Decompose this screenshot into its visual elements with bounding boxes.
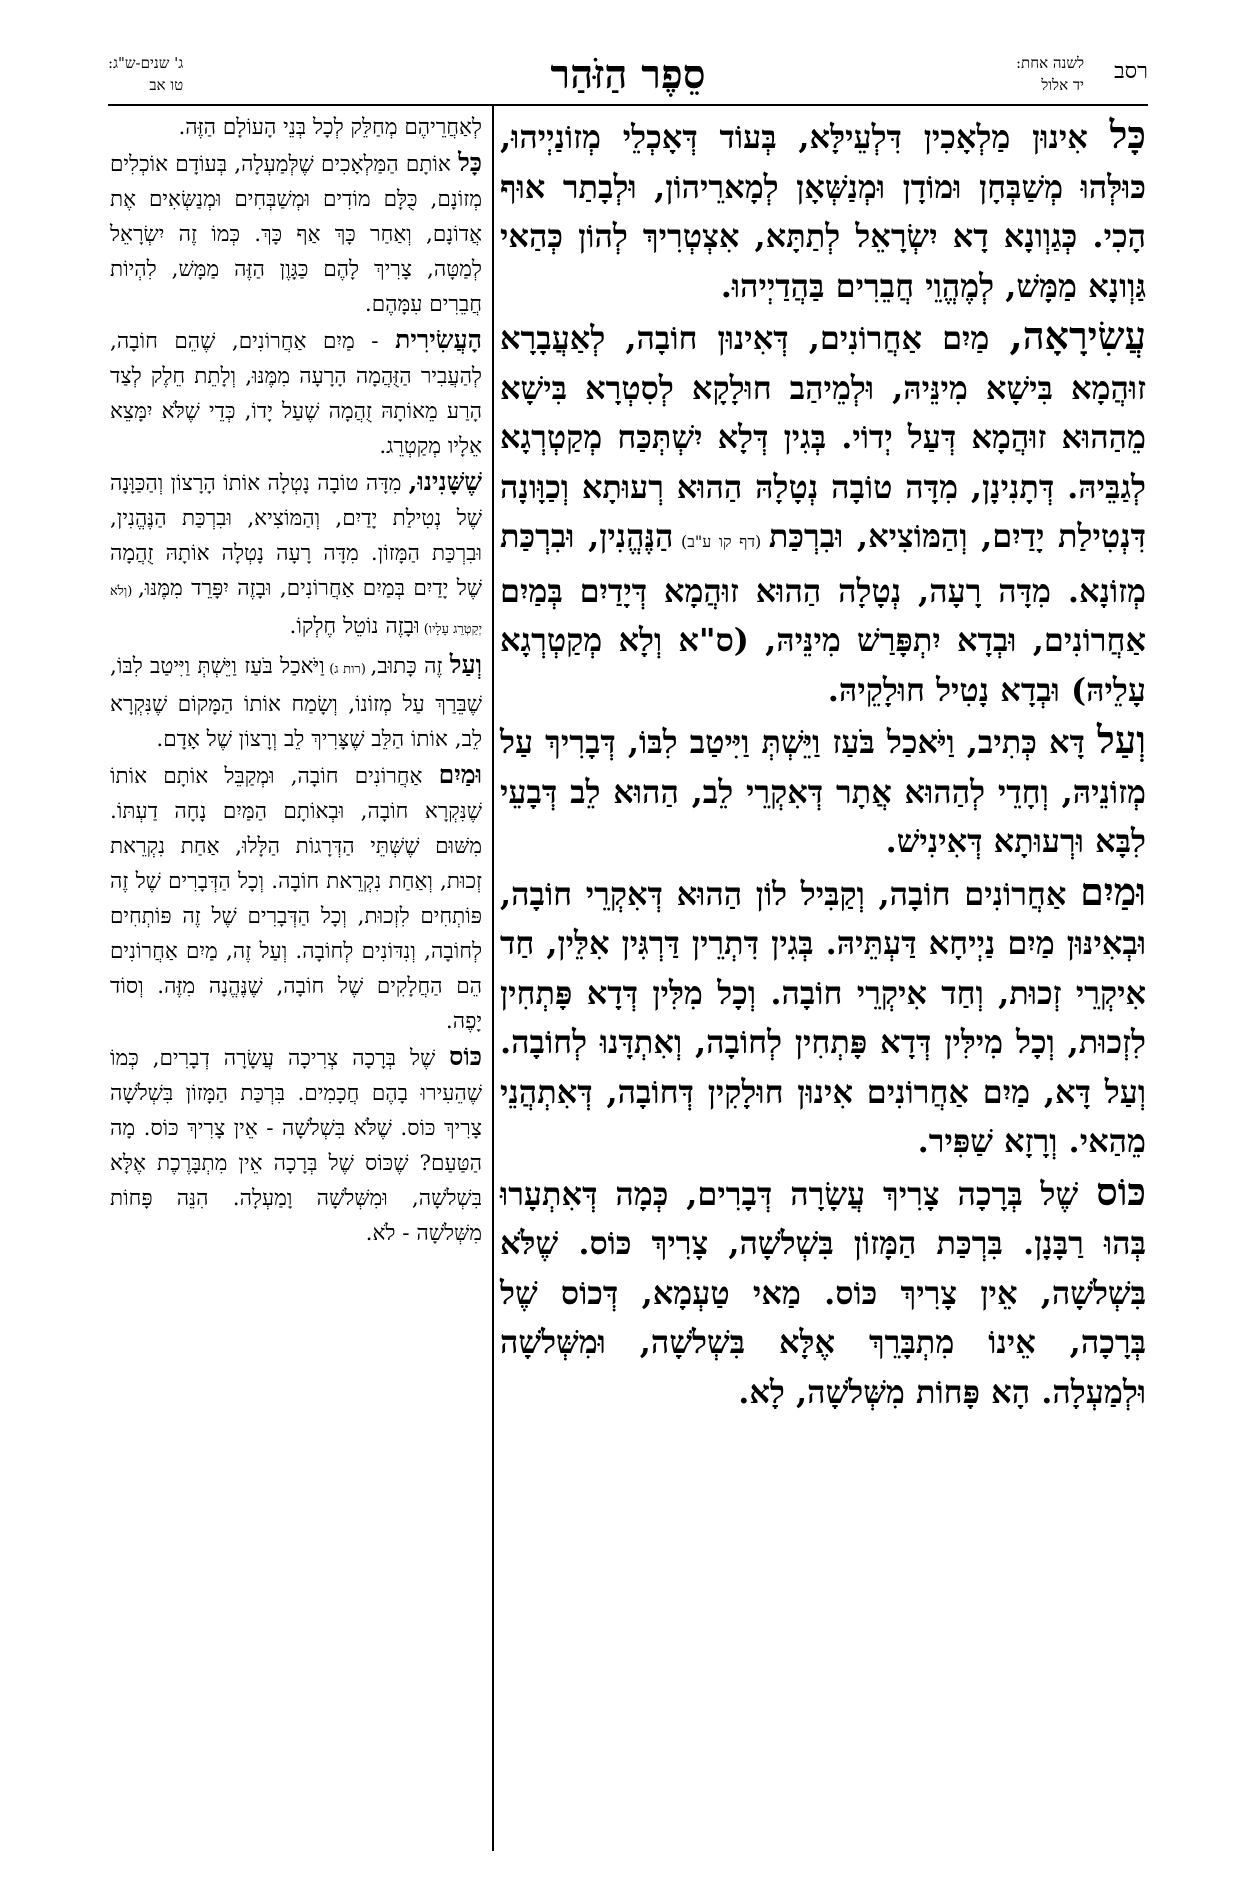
page-reference: (דף קו ע"ב) [673,532,769,551]
paragraph-text: וּבָזֶה נוֹטֵל חֶלְקוֹ. [289,614,420,639]
opening-word: וּמַיִם [438,760,482,789]
schedule-date: טו אב [149,76,184,94]
opening-word: כּוֹס [1096,1168,1146,1214]
opening-word: וּמַיִם [1080,868,1146,914]
paragraph [500,867,1146,1167]
paragraph-text: מַיִם אַחֲרוֹנִים, דְּאִינוּן חוֹבָה, לְאַעֲבָרָא זוּהֲמָא בִּישָׁא מִינֵּיהּ, וּלְמֵיהַב חוּלָקָא לְסִטְרָא בִּישָׁא מֵהַהוּא זוּהֲמָא דְּעַל יְדוֹי. בְּגִין דְּלָא יִשְׁתְּכַּח מְקַטְרְגָא לְגַבֵּיהּ. דְּתָנִינָן, מִדָּה טוֹבָה נְטָלָהּ הַהוּא רְעוּתָא וְכַוָּונָה דִּנְטִילַת יָדַיִם, וְהַמּוֹצִיא, וּבִרְכַּת [500,319,1147,555]
paragraph [110,647,482,757]
paragraph-text: אִינוּן מַלְאָכִין דִּלְעֵילָּא, בְּעוֹד דְּאָכְלֵי מְזוֹנַיְיהוּ, כּוּלְּהוּ מְשַׁבְּחָן וּמוֹדָן וּמְנַשְּׁאָן לְמָארֵיהוֹן, וּלְבָתַר אוּף הָכִי. כְּגַוְונָא דָא יִשְׂרָאֵל לְתַתָּא, אִצְטְרִיךְ לְהוֹן כְּהַאי גַּוְונָא מַמָּשׁ, לְמֶהֱוֵי חֲבֵרִים בַּהֲדַיְיהוּ. [500,118,1146,305]
opening-word: וְעַל [449,650,482,679]
aramaic-column [500,110,1146,1850]
hebrew-translation-column [110,110,482,1850]
opening-word: כּוֹס [449,1042,482,1071]
paragraph [110,110,482,145]
paragraph [500,1167,1146,1418]
paragraph-text: דָּא כְּתִיב, וַיֹּאכַל בֹּעַז וַיֵּשְׁתְּ וַיִּיטַב לִבּוֹ, דְּבָרִיךְ עַל מְזוֹנֵיהּ, וְחָדֵי לְהַהוּא אֲתָר דְּאִקְרֵי לֵב, הַהוּא לֵב דְּבָעֵי לִבָּא וּרְעוּתָא דְּאִינִישׁ. [500,723,1146,860]
schedule-label: לשנה אחת: [1016,54,1084,72]
opening-word: עֲשִׂירָאָה, [1009,313,1146,358]
page-header [108,52,1148,102]
schedule-date: יד אלול [1041,76,1084,94]
paragraph-text: זֶה כָּתוּב, [370,654,450,679]
header-divider [108,104,1148,106]
paragraph [110,757,482,1039]
paragraph-text: - מַיִם אַחֲרוֹנִים, שֶׁהֵם חוֹבָה, לְהַעֲבִיר הַזֻּהֲמָה הָרָעָה מִמֶּנּוּ, וְלָתֵת חֵלֶק לְצַד הָרַע מֵאוֹתָהּ זֻהֲמָה שֶׁעַל יָדוֹ, כְּדֵי שֶׁלֹּא יִמָּצֵא אֵלָיו מְקַטְרֵג. [110,329,482,459]
book-title: סֵפֶר הַזֹּהַר [550,51,706,98]
verse-reference: (רות ג) [324,662,371,677]
paragraph-text: אַחֲרוֹנִים חוֹבָה, וְקַבִּיל לוֹן הַהוּא דְּאִקְרֵי חוֹבָה, וּבְאִינּוּן מַיִם נַיְיחָא דַּעְתֵּיהּ. בְּגִין דִּתְרֵין דַּרְגִּין אִלֵּין, חַד אִיקְרֵי זְכוּת, וְחַד אִיקְרֵי חוֹבָה. וְכָל מִלִּין דְּדָא פָּתְחִין לִזְכוּת, וְכָל מִילִּין דְּדָא פָּתְחִין לְחוֹבָה, וְאִתְדָּנוּ לְחוֹבָה. וְעַל דָּא, מַיִם אַחֲרוֹנִים אִינוּן חוּלָקִין דְּחוֹבָה, דְּאִתְהֲנֵי מֵהַאי. וְרָזָא שַׁפִּיר. [500,874,1146,1160]
opening-word: כָּל [1109,112,1146,157]
paragraph-text: שֶׁל בְּרָכָה צְרִיכָה עֲשָׂרָה דְבָרִים, כְּמוֹ שֶׁהֵעִירוּ בָהֶם חֲכָמִים. בִּרְכַּת הַמָּזוֹן בִּשְׁלֹשָׁה צָרִיךְ כּוֹס. שֶׁלֹּא בִּשְׁלֹשָׁה - אֵין צָרִיךְ כּוֹס. מָה הַטַּעַם? שֶׁכּוֹס שֶׁל בְּרָכָה אֵין מִתְבָּרֶכֶת אֶלָּא בִּשְׁלֹשָׁה, וּמִשְּׁלֹשָׁה וָמַעְלָה. הִנֵּה פָּחוֹת מִשְּׁלֹשָׁה - לֹא. [110,1046,482,1246]
paragraph-text: אוֹתָם הַמַּלְאָכִים שֶׁלְּמַעְלָה, בְּעוֹדָם אוֹכְלִים מְזוֹנָם, כֻּלָּם מוֹדִים וּמְשַׁבְּחִים וּמְנַשְּׂאִים אֶת אֲדוֹנָם, וְאַחַר כָּךְ אַף כָּךְ. כְּמוֹ זֶה יִשְׂרָאֵל לְמַטָּה, צָרִיךְ לָהֶם כַּגָּוֶן הַזֶּה מַמָּשׁ, לִהְיוֹת חֲבֵרִים עִמָּהֶם. [110,152,482,317]
variant-note: (וְלֹא יְקַטְרֵג עָלָיו) [110,584,482,637]
paragraph-text: שֶׁל בְּרָכָה צָרִיךְ עֲשָׂרָה דְּבָרִים, כְּמָה דְּאִתְעָרוּ בְּהוּ רַבָּנָן. בִּרְכַּת הַמָּזוֹן בִּשְׁלֹשָׁה, צָרִיךְ כּוֹס. שֶׁלֹּא בִּשְׁלֹשָׁה, אֵין צָרִיךְ כּוֹס. מַאי טַעְמָא, דְּכוֹס שֶׁל בְּרָכָה, אֵינוֹ מִתְבָּרֵךְ אֶלָּא בִּשְׁלֹשָׁה, וּמִשְּׁלֹשָׁה וּלְמַעְלָה. הָא פָּחוֹת מִשְּׁלֹשָׁה, לָא. [500,1174,1146,1411]
study-schedule-three-years [108,52,183,96]
opening-word: שֶׁשָּׁנִינוּ, [408,467,482,496]
column-divider [492,106,494,1851]
paragraph-text: הַנֶּהֱנִין, וּבִרְכַּת מְזוֹנָא. מִדָּה רָעָה, נְטָלָה הַהוּא זוּהֲמָא דְּיָדַיִם בְּמַיִם אַחֲרוֹנִים, וּבְדָא יִתְפָּרַשׁ מִינֵּיהּ, (ס"א וְלָא מְקַטְרְגָא עָלֵיהּ) וּבְדָא נָטִיל חוּלָקֵיהּ. [500,517,1146,709]
paragraph [110,322,482,464]
opening-word: וְעַל [1096,717,1146,762]
paragraph [500,715,1146,867]
paragraph-text: מִדָּה טוֹבָה נָטְלָה אוֹתוֹ הָרָצוֹן וְהַכַּוָּנָה שֶׁל נְטִילַת יָדַיִם, וְהַמּוֹצִיא, וּבִרְכַּת הַנֶּהֱנִין, וּבִרְכַּת הַמָּזוֹן. מִדָּה רָעָה נָטְלָה אוֹתָהּ זֻהֲמָה שֶׁל יָדַיִם בְּמַיִם אַחֲרוֹנִים, וּבָזֶה יִפָּרֵד מִמֶּנּוּ, [110,471,483,601]
paragraph [110,145,482,322]
paragraph [500,311,1146,715]
paragraph-text: וַיֹּאכַל בֹּעַז וַיֵּשְׁתְּ וַיִּיטַב לִבּוֹ, שֶׁבֵּרַךְ עַל מְזוֹנוֹ, וְשָׂמַח אוֹתוֹ הַמָּקוֹם שֶׁנִּקְרָא לֵב, אוֹתוֹ הַלֵּב שֶׁצָּרִיךְ לֵב וְרָצוֹן שֶׁל אָדָם. [110,654,482,752]
opening-word: כָּל [458,148,482,177]
paragraph [500,110,1146,311]
paragraph-text: אַחֲרוֹנִים חוֹבָה, וּמְקַבֵּל אוֹתָם אוֹתוֹ שֶׁנִּקְרָא חוֹבָה, וּבְאוֹתָם הַמַּיִם נָחָה דַעְתּוֹ. מִשּׁוּם שֶׁשְּׁתֵּי הַדְּרָגוֹת הַלָּלוּ, אַחַת נִקְרֵאת זְכוּת, וְאַחַת נִקְרֵאת חוֹבָה. וְכָל הַדְּבָרִים שֶׁל זֶה פּוֹתְחִים לִזְכוּת, וְכָל הַדְּבָרִים שֶׁל זֶה פּוֹתְחִים לְחוֹבָה, וְנִדּוֹנִים לְחוֹבָה. וְעַל זֶה, מַיִם אַחֲרוֹנִים הֵם הַחֲלָקִים שֶׁל חוֹבָה, שֶׁנֶּהֱנָה מִזֶּה. וְסוֹד יָפֶה. [110,764,482,1034]
schedule-label: ג' שנים-ש"ג: [108,54,184,72]
opening-word: הָעֲשִׂירִית [395,325,482,354]
paragraph-text: לְאַחֲרֵיהֶם מְחַלֵּק לְכָל בְּנֵי הָעוֹלָם הַזֶּה. [178,115,482,140]
paragraph [110,464,482,647]
paragraph [110,1039,482,1251]
page-number: רסב [1114,59,1148,84]
